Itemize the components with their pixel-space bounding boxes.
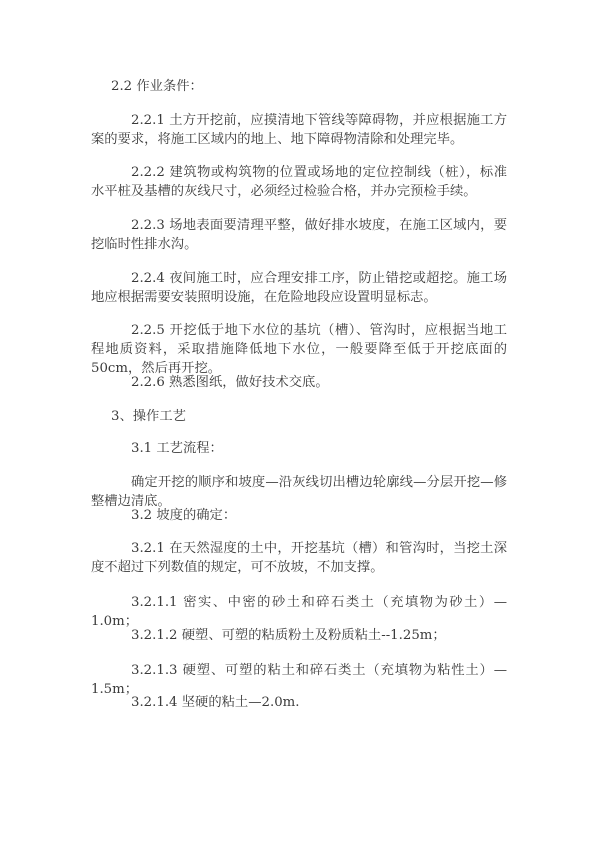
heading-3-2: 3.2 坡度的确定： <box>131 508 237 523</box>
paragraph-2-2-6: 2.2.6 熟悉图纸，做好技术交底。 <box>131 375 329 390</box>
paragraph-3-2-1: 3.2.1 在天然湿度的土中，开挖基坑（槽）和管沟时，当挖土深度不超过下列数值的规定，可不放坡，不加支撑。 <box>91 541 507 575</box>
heading-2-2: 2.2 作业条件： <box>111 79 203 94</box>
item-3-2-1-4: 3.2.1.4 坚硬的粘土—2.0m. <box>131 695 300 710</box>
paragraph-2-2-1: 2.2.1 土方开挖前，应摸清地下管线等障碍物，并应根据施工方案的要求，将施工区域内的地上、地下障碍物清除和处理完毕。 <box>91 113 507 147</box>
heading-3: 3、操作工艺 <box>111 409 186 424</box>
paragraph-2-2-3: 2.2.3 场地表面要清理平整，做好排水坡度，在施工区域内，要挖临时性排水沟。 <box>91 218 507 252</box>
heading-3-1: 3.1 工艺流程： <box>131 441 223 456</box>
process-flow-text: 确定开挖的顺序和坡度—沿灰线切出槽边轮廓线—分层开挖—修整槽边清底。 <box>91 475 507 509</box>
item-3-2-1-1: 3.2.1.1 密实、中密的砂土和碎石类土（充填物为砂土）—1.0m； <box>91 595 507 629</box>
paragraph-2-2-2: 2.2.2 建筑物或构筑物的位置或场地的定位控制线（桩），标准水平桩及基槽的灰线尺寸，必须经过检验合格，并办完预检手续。 <box>91 165 507 199</box>
item-3-2-1-3: 3.2.1.3 硬塑、可塑的粘土和碎石类土（充填物为粘性土）—1.5m； <box>91 663 507 697</box>
paragraph-2-2-4: 2.2.4 夜间施工时，应合理安排工序，防止错挖或超挖。施工场地应根据需要安装照明设施，在危险地段应设置明显标志。 <box>91 271 507 305</box>
item-3-2-1-2: 3.2.1.2 硬塑、可塑的粘质粉土及粉质粘土--1.25m； <box>131 628 446 643</box>
paragraph-2-2-5: 2.2.5 开挖低于地下水位的基坑（槽）、管沟时，应根据当地工程地质资料，采取措施降低地下水位，一般要降至低于开挖底面的 50cm，然后再开挖。 <box>91 323 507 376</box>
